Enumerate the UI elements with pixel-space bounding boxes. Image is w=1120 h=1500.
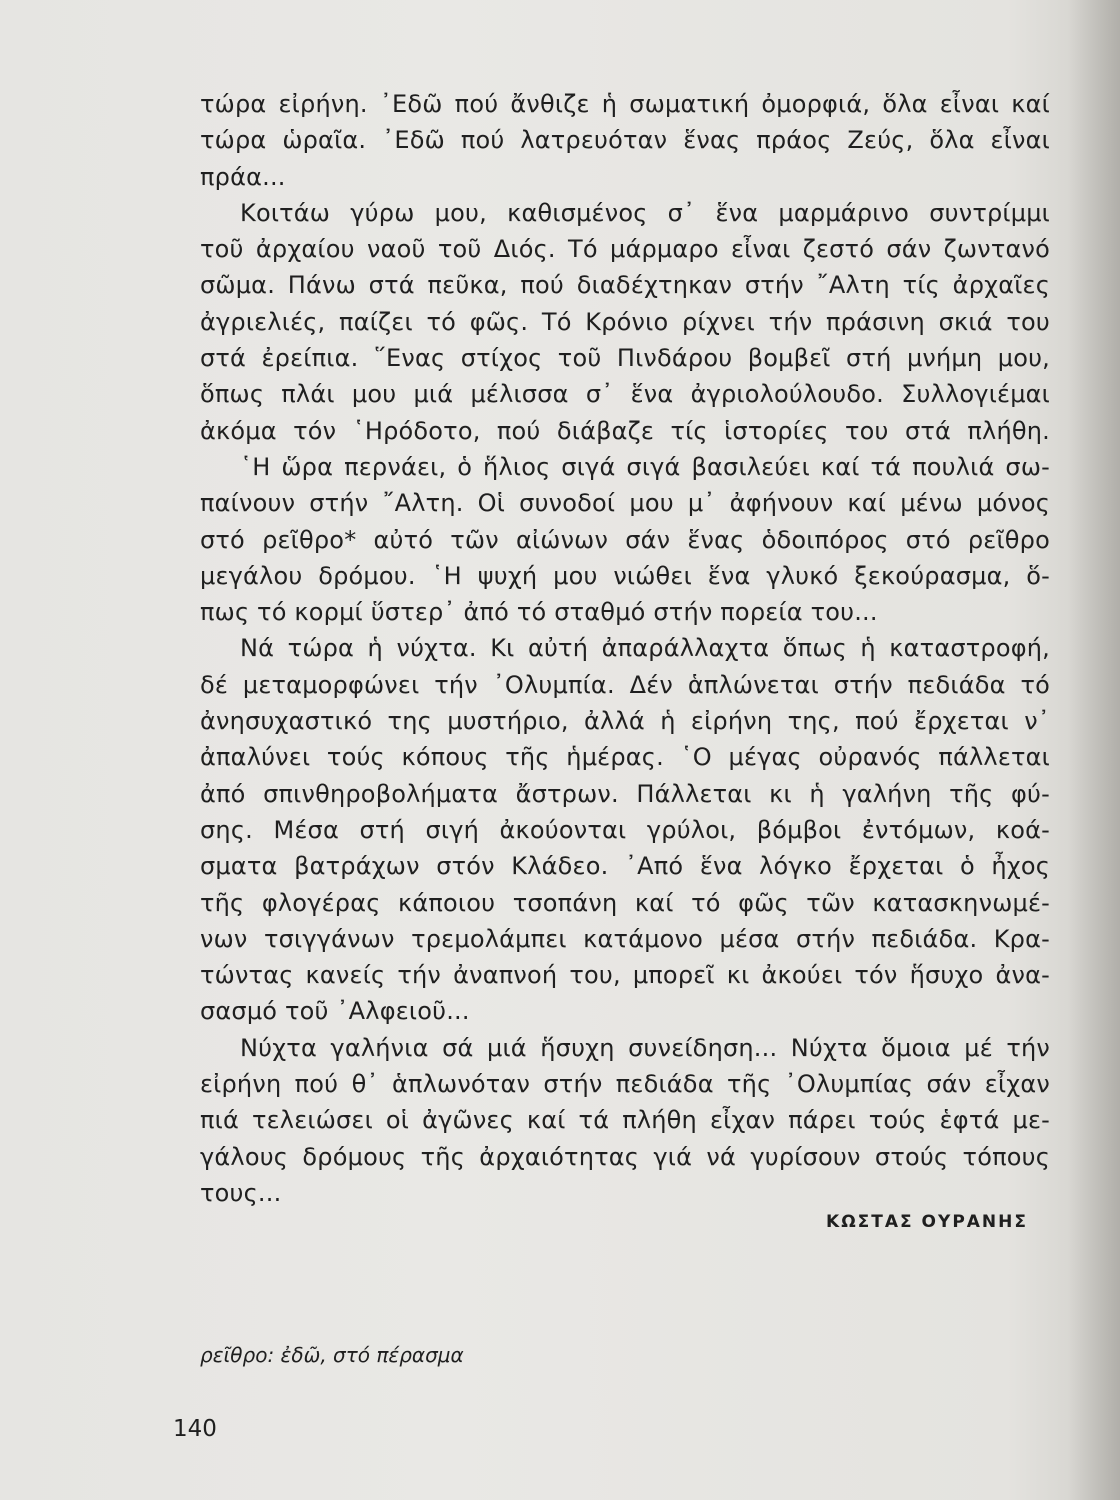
text-line: τώντας κανείς τήν ἀναπνοή του, μπορεῖ κι ἀκούει τόν ἥσυχο ἀνα-: [200, 961, 1050, 990]
text-line: ὅπως πλάι μου μιά μέλισσα σ᾿ ἕνα ἀγριολούλουδο. Συλλογιέμαι: [200, 380, 1050, 409]
text-line: σης. Μέσα στή σιγή ἀκούονται γρύλοι, βόμβοι ἐντόμων, κοά-: [200, 815, 1050, 844]
text-line: τῆς φλογέρας κάποιου τσοπάνη καί τό φῶς τῶν κατασκηνωμέ-: [200, 888, 1050, 917]
text-line: Νύχτα γαλήνια σά μιά ἥσυχη συνείδηση... Νύχτα ὅμοια μέ τήν: [240, 1033, 1050, 1062]
page-gutter-shadow: [1068, 0, 1120, 1500]
text-line: ἀκόμα τόν ῾Ηρόδοτο, πού διάβαζε τίς ἱστορίες του στά πλήθη.: [200, 416, 1050, 445]
text-line: ἀγριελιές, παίζει τό φῶς. Τό Κρόνιο ρίχνει τήν πράσινη σκιά του: [200, 307, 1050, 336]
text-line: πράα...: [200, 162, 286, 191]
page-number: 140: [173, 1416, 217, 1442]
text-line: νων τσιγγάνων τρεμολάμπει κατάμονο μέσα στήν πεδιάδα. Κρα-: [200, 924, 1050, 953]
text-line: γάλους δρόμους τῆς ἀρχαιότητας γιά νά γυρίσουν στούς τόπους: [200, 1142, 1050, 1171]
text-line: ἀπαλύνει τούς κόπους τῆς ἡμέρας. ῾Ο μέγας οὐρανός πάλλεται: [200, 743, 1050, 772]
text-line: ἀνησυχαστικό της μυστήριο, ἀλλά ἡ εἰρήνη της, πού ἔρχεται ν᾿: [200, 707, 1050, 736]
text-line: πως τό κορμί ὕστερ᾿ ἀπό τό σταθμό στήν πορεία του...: [200, 598, 878, 627]
text-line: τώρα ὡραῖα. ᾿Εδῶ πού λατρευόταν ἕνας πράος Ζεύς, ὅλα εἶναι: [200, 126, 1050, 155]
text-line: Νά τώρα ἡ νύχτα. Κι αὐτή ἀπαράλλαχτα ὅπως ἡ καταστροφή,: [240, 634, 1050, 663]
text-line: πιά τελειώσει οἱ ἀγῶνες καί τά πλήθη εἶχαν πάρει τούς ἑφτά με-: [200, 1106, 1050, 1135]
text-line: παίνουν στήν ῎Αλτη. Οἱ συνοδοί μου μ᾿ ἀφήνουν καί μένω μόνος: [200, 489, 1050, 518]
body-text: [200, 86, 1050, 1211]
text-line: στά ἐρείπια. ῞Ενας στίχος τοῦ Πινδάρου βομβεῖ στή μνήμη μου,: [200, 344, 1050, 373]
text-line: δέ μεταμορφώνει τήν ᾿Ολυμπία. Δέν ἁπλώνεται στήν πεδιάδα τό: [200, 670, 1050, 699]
text-line: τώρα εἰρήνη. ᾿Εδῶ πού ἄνθιζε ἡ σωματική ὀμορφιά, ὅλα εἶναι καί: [200, 90, 1050, 118]
footnote: ρεῖθρο: ἐδῶ, στό πέρασμα: [200, 1343, 464, 1367]
text-line: ῾Η ὥρα περνάει, ὁ ἥλιος σιγά σιγά βασιλεύει καί τά πουλιά σω-: [240, 452, 1050, 481]
text-line: σματα βατράχων στόν Κλάδεο. ᾿Από ἕνα λόγκο ἔρχεται ὁ ἦχος: [200, 852, 1050, 881]
text-line: μεγάλου δρόμου. ῾Η ψυχή μου νιώθει ἕνα γλυκό ξεκούρασμα, ὅ-: [200, 561, 1050, 590]
text-line: εἰρήνη πού θ᾿ ἁπλωνόταν στήν πεδιάδα τῆς ᾿Ολυμπίας σάν εἶχαν: [200, 1070, 1050, 1099]
text-line: στό ρεῖθρο* αὐτό τῶν αἰώνων σάν ἕνας ὁδοιπόρος στό ρεῖθρο: [200, 525, 1050, 554]
text-line: σῶμα. Πάνω στά πεῦκα, πού διαδέχτηκαν στήν ῎Αλτη τίς ἀρχαῖες: [200, 271, 1050, 300]
text-line: Κοιτάω γύρω μου, καθισμένος σ᾿ ἕνα μαρμάρινο συντρίμμι: [240, 198, 1050, 227]
text-line: σασμό τοῦ ᾿Αλφειοῦ...: [200, 997, 470, 1026]
text-line: ἀπό σπινθηροβολήματα ἄστρων. Πάλλεται κι ἡ γαλήνη τῆς φύ-: [200, 779, 1050, 808]
author-signature: ΚΩΣΤΑΣ ΟΥΡΑΝΗΣ: [826, 1212, 1028, 1232]
text-line: τους...: [200, 1178, 282, 1207]
text-line: τοῦ ἀρχαίου ναοῦ τοῦ Διός. Τό μάρμαρο εἶναι ζεστό σάν ζωντανό: [200, 235, 1050, 264]
